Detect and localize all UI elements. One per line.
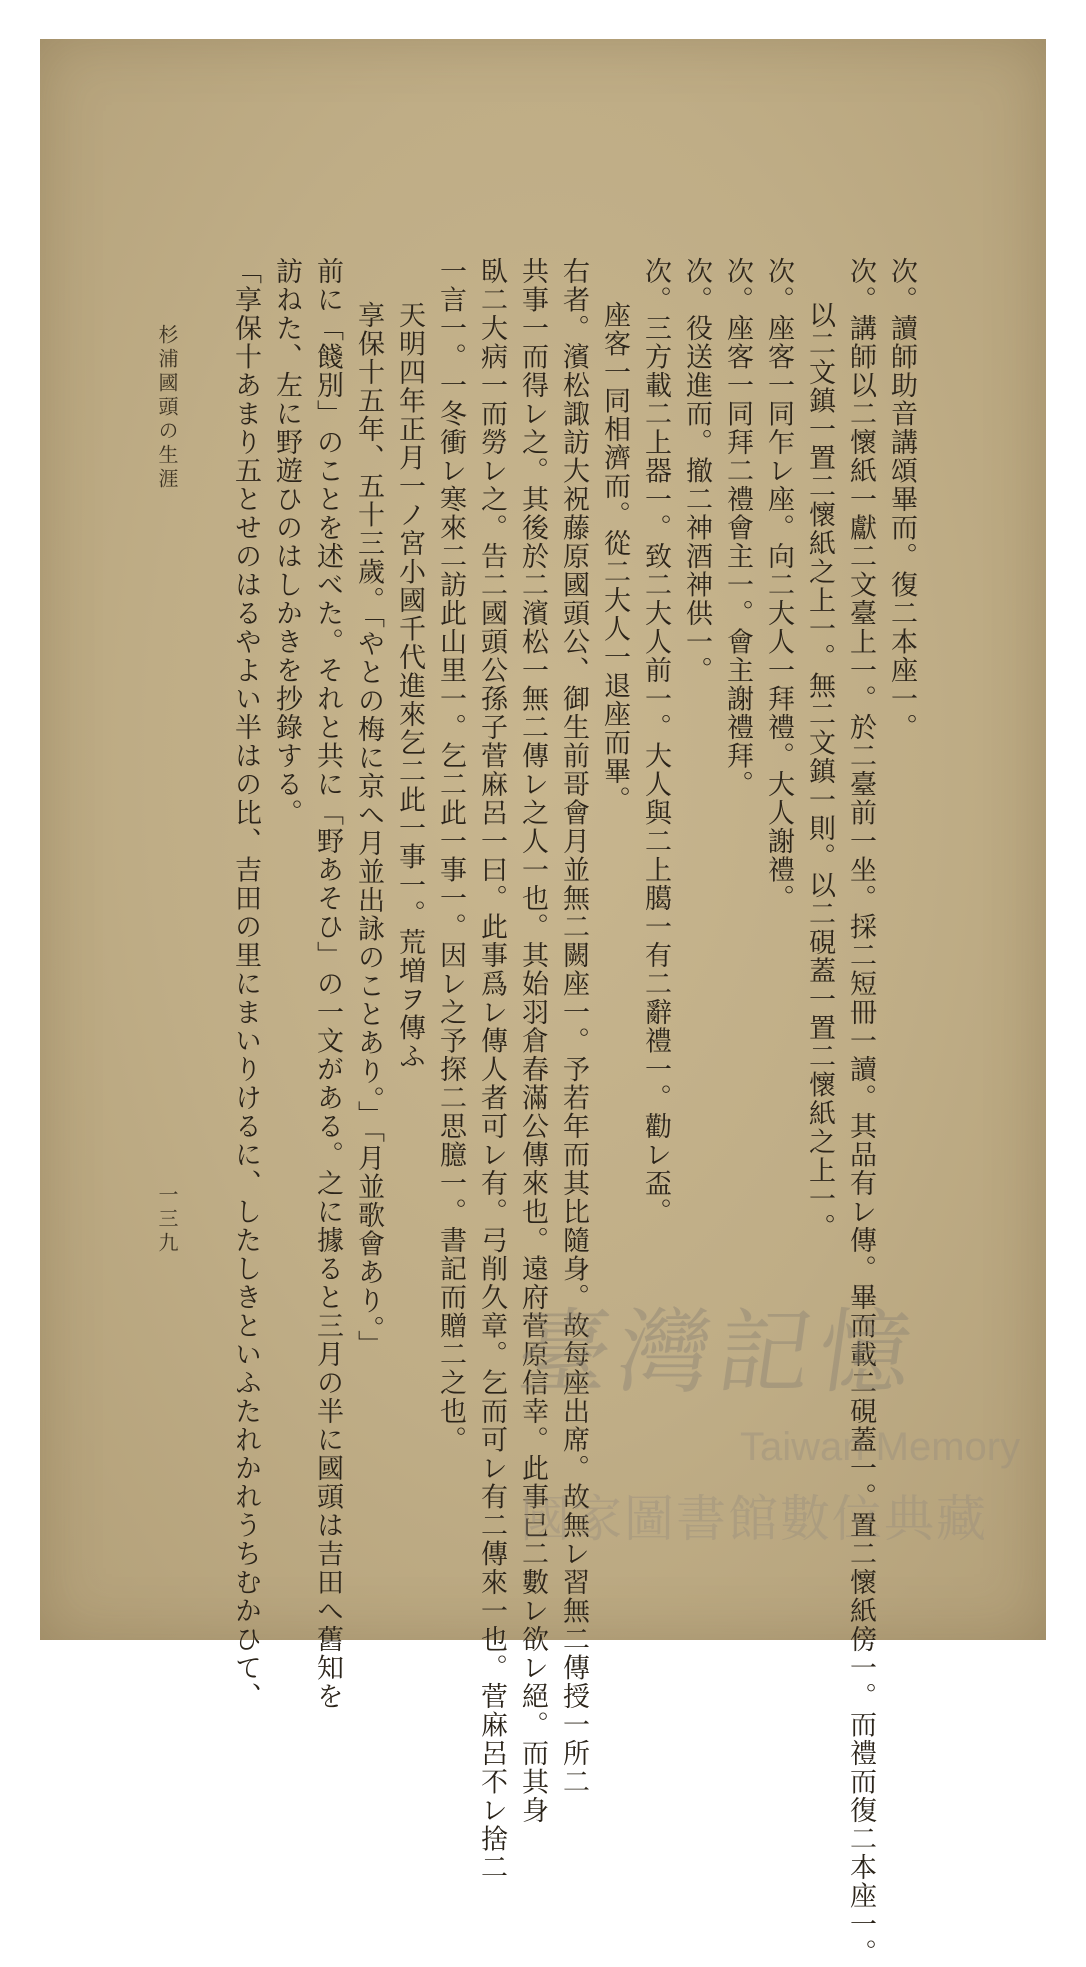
text-line-10: 共事一而得レ之。其後於二濱松一無二傳レ之人一也。其始羽倉春滿公傳來也。遠府菅原信幸。此事已二數レ欲レ絕。而其身 [517, 257, 548, 1825]
text-line-8: 座客一同相濟而。從二大人一退座而畢。 [599, 301, 630, 814]
text-line-16: 訪ねた、左に野遊ひのはしかきを抄錄する。 [271, 257, 302, 827]
text-line-4: 次。座客一同乍レ座。向二大人一拜禮。大人謝禮。 [763, 257, 794, 913]
text-line-1: 次。讀師助音講頌畢而。復二本座一。 [886, 257, 917, 742]
text-line-11: 臥二大病一而勞レ之。告二國頭公孫子菅麻呂一曰。此事爲レ傳人者可レ有。弓削久章。乞而可レ有二傳來一也。菅麻呂不レ捨二 [476, 257, 507, 1882]
text-line-17: 「享保十あまり五とせのはるやよい半はの比、吉田の里にまいりけるに、したしきといふたれかれうちむかひて、 [230, 257, 261, 1711]
text-line-7: 次。三方載二上器一。致二大人前一。大人與二上臈一有二辭禮一。勸レ盃。 [640, 257, 671, 1226]
watermark-organization: 國家圖書館數位典藏 [520, 1490, 988, 1548]
text-line-14: 享保十五年、五十三歲。「やとの梅に京へ月並出詠のことあり。」「月並歌會あり。」 [353, 301, 384, 1359]
running-head: 杉浦國頭の生涯 [155, 324, 179, 492]
text-line-9: 右者。濱松諏訪大祝藤原國頭公、御生前哥會月並無二闕座一。予若年而其比隨身。故每座出席。故無レ習無二傳授一所二 [558, 257, 589, 1796]
text-line-3: 以二文鎮一置二懷紙之上一。無二文鎮一則。以二硯蓋一置二懷紙之上一。 [804, 301, 835, 1242]
watermark [510, 1279, 1070, 1579]
text-line-6: 次。役送進而。撤二神酒神供一。 [681, 257, 712, 685]
watermark-logo-text: 臺灣記憶 [511, 1299, 927, 1406]
text-line-12: 一言一。一冬衝レ寒來二訪此山里一。乞二此一事一。因レ之予探二思臆一。書記而贈二之也。 [435, 257, 466, 1454]
watermark-english: Taiwan Memory [740, 1425, 1021, 1469]
text-line-5: 次。座客一同拜二禮會主一。會主謝禮拜。 [722, 257, 753, 799]
page-number: 一三九 [155, 1184, 179, 1256]
text-line-13: 天明四年正月一ノ宮小國千代進來乞二此一事一。荒増ヲ傳ふ [394, 301, 425, 1071]
text-line-2: 次。講師以二懷紙一獻二文臺上一。於二臺前一坐。採二短冊一讀。其品有レ傳。畢而載二硯蓋一。置二懷紙傍一。而禮而復二本座一。 [845, 257, 876, 1967]
book-page [40, 39, 1046, 1967]
text-line-15: 前に「餞別」のことを述べた。それと共に「野あそひ」の一文がある。之に據ると三月の半に國頭は吉田へ舊知を [312, 257, 343, 1711]
